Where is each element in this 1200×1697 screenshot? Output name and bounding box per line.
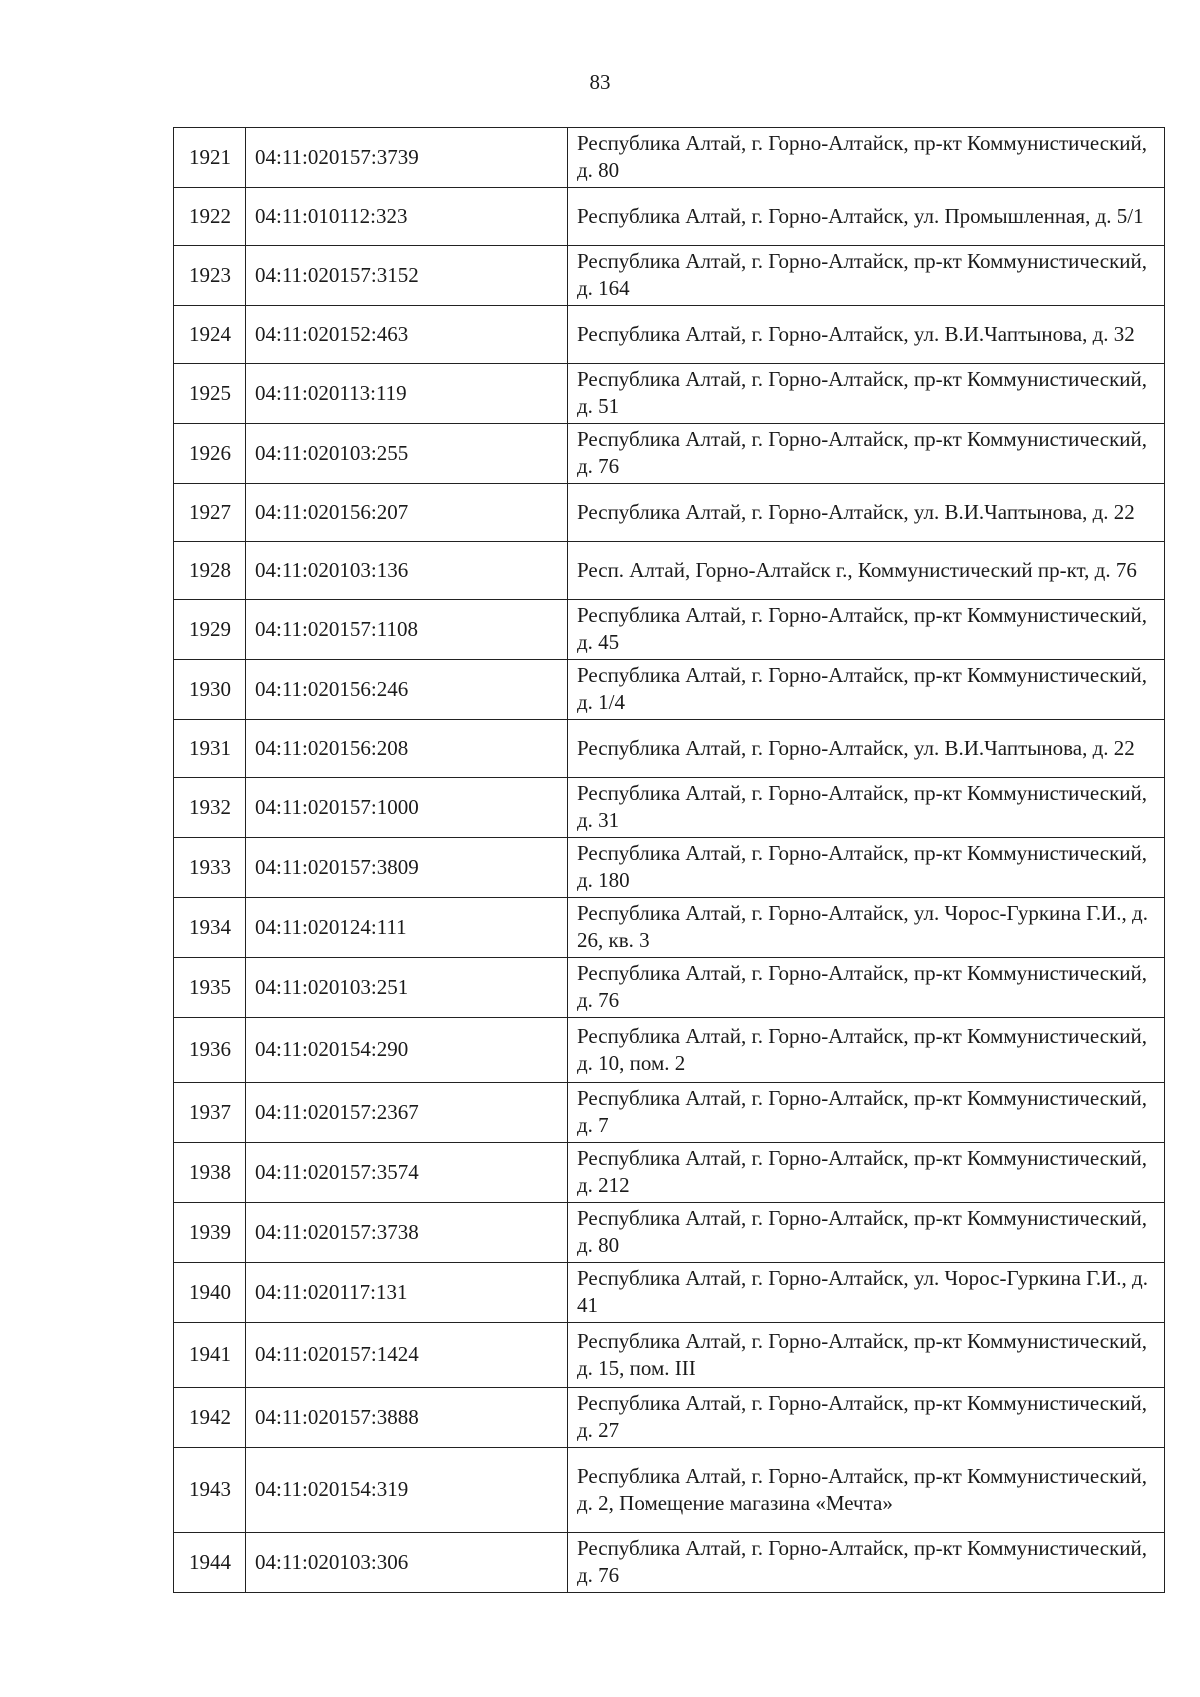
cadastral-number: 04:11:020157:3152 xyxy=(246,246,568,306)
row-number: 1929 xyxy=(174,600,246,660)
row-number: 1942 xyxy=(174,1388,246,1448)
cadastral-number: 04:11:020157:3888 xyxy=(246,1388,568,1448)
cadastral-number: 04:11:020157:2367 xyxy=(246,1083,568,1143)
table-row xyxy=(174,1143,1165,1203)
row-number: 1944 xyxy=(174,1533,246,1593)
table-row xyxy=(174,1203,1165,1263)
table-row xyxy=(174,1018,1165,1083)
address: Республика Алтай, г. Горно-Алтайск, пр-кт Коммунистический, д. 80 xyxy=(568,1203,1165,1263)
table-row xyxy=(174,1083,1165,1143)
table-row xyxy=(174,838,1165,898)
address: Республика Алтай, г. Горно-Алтайск, пр-кт Коммунистический, д. 80 xyxy=(568,128,1165,188)
cadastral-number: 04:11:020156:207 xyxy=(246,484,568,542)
registry-table-body xyxy=(174,128,1165,1593)
table-row xyxy=(174,128,1165,188)
address: Республика Алтай, г. Горно-Алтайск, пр-кт Коммунистический, д. 1/4 xyxy=(568,660,1165,720)
row-number: 1934 xyxy=(174,898,246,958)
cadastral-number: 04:11:020157:3738 xyxy=(246,1203,568,1263)
row-number: 1935 xyxy=(174,958,246,1018)
registry-table xyxy=(173,127,1165,1593)
cadastral-number: 04:11:020157:1108 xyxy=(246,600,568,660)
row-number: 1937 xyxy=(174,1083,246,1143)
row-number: 1926 xyxy=(174,424,246,484)
address: Республика Алтай, г. Горно-Алтайск, пр-кт Коммунистический, д. 27 xyxy=(568,1388,1165,1448)
cadastral-number: 04:11:020157:3739 xyxy=(246,128,568,188)
table-row xyxy=(174,600,1165,660)
table-row xyxy=(174,898,1165,958)
cadastral-number: 04:11:020156:246 xyxy=(246,660,568,720)
table-row xyxy=(174,1263,1165,1323)
address: Республика Алтай, г. Горно-Алтайск, ул. В.И.Чаптынова, д. 22 xyxy=(568,720,1165,778)
table-row xyxy=(174,958,1165,1018)
address: Республика Алтай, г. Горно-Алтайск, пр-кт Коммунистический, д. 31 xyxy=(568,778,1165,838)
address: Республика Алтай, г. Горно-Алтайск, пр-кт Коммунистический, д. 7 xyxy=(568,1083,1165,1143)
row-number: 1936 xyxy=(174,1018,246,1083)
cadastral-number: 04:11:020157:1000 xyxy=(246,778,568,838)
page-number: 83 xyxy=(589,70,611,94)
table-row xyxy=(174,188,1165,246)
cadastral-number: 04:11:020154:319 xyxy=(246,1448,568,1533)
cadastral-number: 04:11:020154:290 xyxy=(246,1018,568,1083)
row-number: 1939 xyxy=(174,1203,246,1263)
table-row xyxy=(174,1323,1165,1388)
row-number: 1931 xyxy=(174,720,246,778)
row-number: 1925 xyxy=(174,364,246,424)
row-number: 1943 xyxy=(174,1448,246,1533)
cadastral-number: 04:11:020124:111 xyxy=(246,898,568,958)
address: Республика Алтай, г. Горно-Алтайск, пр-кт Коммунистический, д. 76 xyxy=(568,424,1165,484)
row-number: 1933 xyxy=(174,838,246,898)
address: Республика Алтай, г. Горно-Алтайск, ул. В.И.Чаптынова, д. 22 xyxy=(568,484,1165,542)
table-row xyxy=(174,364,1165,424)
address: Республика Алтай, г. Горно-Алтайск, пр-кт Коммунистический, д. 15, пом. III xyxy=(568,1323,1165,1388)
row-number: 1932 xyxy=(174,778,246,838)
address: Республика Алтай, г. Горно-Алтайск, ул. Чорос-Гуркина Г.И., д. 26, кв. 3 xyxy=(568,898,1165,958)
cadastral-number: 04:11:020113:119 xyxy=(246,364,568,424)
row-number: 1940 xyxy=(174,1263,246,1323)
address: Республика Алтай, г. Горно-Алтайск, пр-кт Коммунистический, д. 164 xyxy=(568,246,1165,306)
cadastral-number: 04:11:020157:3574 xyxy=(246,1143,568,1203)
table-row xyxy=(174,1448,1165,1533)
address: Республика Алтай, г. Горно-Алтайск, пр-кт Коммунистический, д. 212 xyxy=(568,1143,1165,1203)
table-row xyxy=(174,1533,1165,1593)
table-row xyxy=(174,1388,1165,1448)
row-number: 1927 xyxy=(174,484,246,542)
cadastral-number: 04:11:020103:251 xyxy=(246,958,568,1018)
table-row xyxy=(174,720,1165,778)
table-row xyxy=(174,424,1165,484)
address: Республика Алтай, г. Горно-Алтайск, пр-кт Коммунистический, д. 180 xyxy=(568,838,1165,898)
row-number: 1941 xyxy=(174,1323,246,1388)
address: Республика Алтай, г. Горно-Алтайск, ул. Промышленная, д. 5/1 xyxy=(568,188,1165,246)
table-row xyxy=(174,778,1165,838)
address: Республика Алтай, г. Горно-Алтайск, пр-кт Коммунистический, д. 76 xyxy=(568,1533,1165,1593)
address: Республика Алтай, г. Горно-Алтайск, пр-кт Коммунистический, д. 10, пом. 2 xyxy=(568,1018,1165,1083)
cadastral-number: 04:11:020103:136 xyxy=(246,542,568,600)
row-number: 1922 xyxy=(174,188,246,246)
address: Респ. Алтай, Горно-Алтайск г., Коммунистический пр-кт, д. 76 xyxy=(568,542,1165,600)
address: Республика Алтай, г. Горно-Алтайск, пр-кт Коммунистический, д. 45 xyxy=(568,600,1165,660)
table-row xyxy=(174,484,1165,542)
cadastral-number: 04:11:020157:3809 xyxy=(246,838,568,898)
row-number: 1921 xyxy=(174,128,246,188)
row-number: 1928 xyxy=(174,542,246,600)
table-row xyxy=(174,246,1165,306)
cadastral-number: 04:11:020103:306 xyxy=(246,1533,568,1593)
row-number: 1923 xyxy=(174,246,246,306)
table-row xyxy=(174,660,1165,720)
row-number: 1924 xyxy=(174,306,246,364)
cadastral-number: 04:11:020117:131 xyxy=(246,1263,568,1323)
cadastral-number: 04:11:020103:255 xyxy=(246,424,568,484)
row-number: 1938 xyxy=(174,1143,246,1203)
cadastral-number: 04:11:020156:208 xyxy=(246,720,568,778)
address: Республика Алтай, г. Горно-Алтайск, ул. В.И.Чаптынова, д. 32 xyxy=(568,306,1165,364)
cadastral-number: 04:11:010112:323 xyxy=(246,188,568,246)
address: Республика Алтай, г. Горно-Алтайск, пр-кт Коммунистический, д. 76 xyxy=(568,958,1165,1018)
table-row xyxy=(174,542,1165,600)
address: Республика Алтай, г. Горно-Алтайск, ул. Чорос-Гуркина Г.И., д. 41 xyxy=(568,1263,1165,1323)
address: Республика Алтай, г. Горно-Алтайск, пр-кт Коммунистический, д. 2, Помещение магазина «Мечта» xyxy=(568,1448,1165,1533)
row-number: 1930 xyxy=(174,660,246,720)
cadastral-number: 04:11:020157:1424 xyxy=(246,1323,568,1388)
address: Республика Алтай, г. Горно-Алтайск, пр-кт Коммунистический, д. 51 xyxy=(568,364,1165,424)
table-row xyxy=(174,306,1165,364)
cadastral-number: 04:11:020152:463 xyxy=(246,306,568,364)
